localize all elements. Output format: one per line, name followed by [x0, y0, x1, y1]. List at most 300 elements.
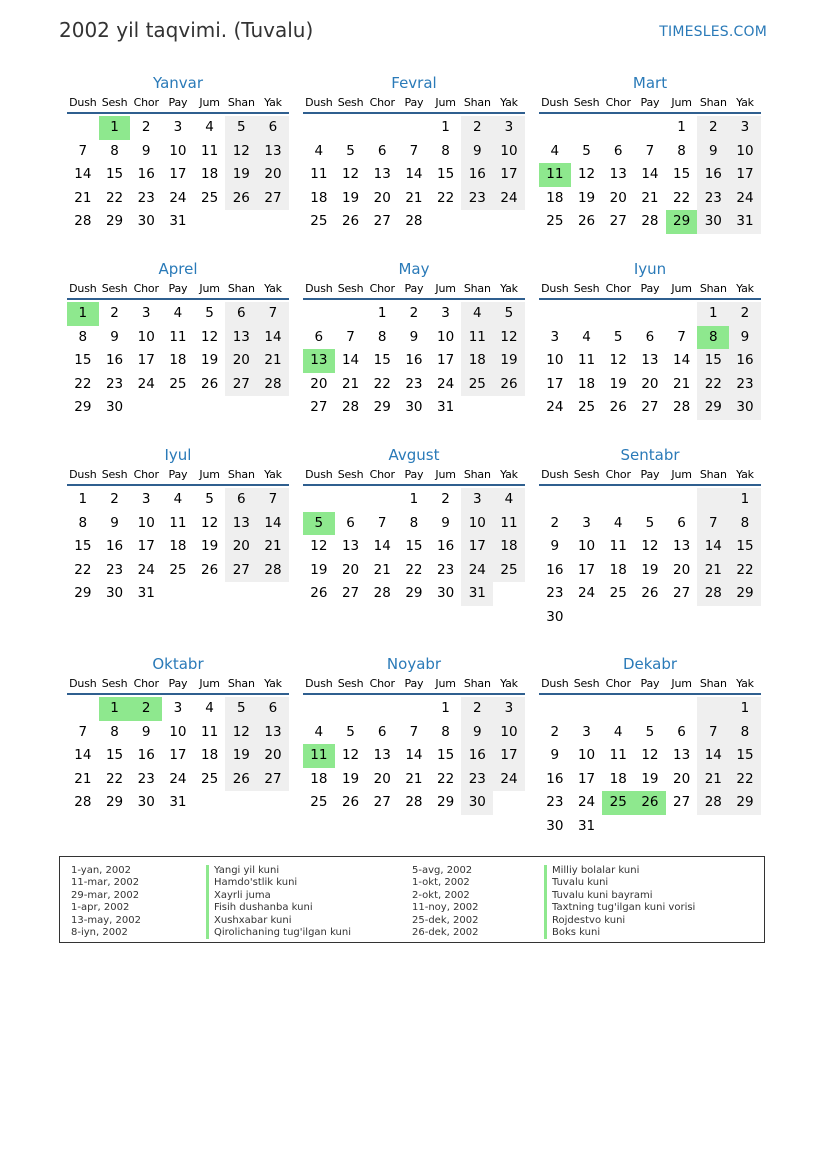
day-cell: 26	[225, 187, 257, 211]
day-cell: 15	[74, 352, 92, 369]
day-cell: 6	[677, 514, 686, 531]
day-cell: 22	[437, 770, 455, 787]
day-cell: 7	[697, 512, 729, 536]
day-cell: 26	[577, 213, 596, 230]
day-cell: 14	[405, 166, 423, 183]
day-cell: 17	[137, 538, 155, 555]
day-cell: 31	[169, 213, 187, 230]
day-cell: 31	[729, 210, 761, 234]
weekday-header	[67, 280, 289, 300]
day-cell: 4	[493, 488, 525, 512]
month-name: May	[398, 260, 430, 278]
day-cell: 28	[74, 213, 92, 230]
day-cell: 19	[577, 189, 596, 206]
day-cell: 26	[201, 375, 219, 392]
day-cell: 28	[641, 213, 659, 230]
day-cell: 17	[577, 770, 596, 787]
day-cell: 21	[673, 375, 691, 392]
day-cell: 17	[169, 166, 187, 183]
day-cell: 22	[729, 559, 761, 583]
day-cell: 15	[729, 744, 761, 768]
holiday-day-cell: 5	[303, 512, 335, 536]
weekday-label: Chor	[605, 468, 631, 481]
empty-day-cell	[366, 697, 398, 721]
day-cell: 20	[310, 375, 328, 392]
day-cell: 6	[225, 302, 257, 326]
day-cell: 9	[141, 723, 151, 740]
day-cell: 7	[346, 328, 355, 345]
day-cell: 2	[697, 116, 729, 140]
empty-day-cell	[697, 488, 729, 512]
day-cell: 3	[141, 305, 151, 321]
day-cell: 8	[377, 328, 387, 345]
day-cell: 30	[137, 213, 155, 230]
legend-date: 1-yan, 2002	[71, 865, 131, 876]
brand-link[interactable]: TIMESLES.COM	[659, 24, 767, 40]
legend-date: 11-noy, 2002	[412, 902, 479, 914]
day-grid	[67, 116, 289, 234]
day-cell: 13	[257, 140, 289, 164]
day-cell: 23	[546, 585, 564, 602]
holiday-day-cell: 13	[303, 349, 335, 373]
day-cell: 28	[74, 794, 92, 811]
day-cell: 6	[346, 514, 355, 531]
weekday-label: Yak	[500, 677, 518, 690]
day-cell: 9	[729, 326, 761, 350]
weekday-label: Shan	[227, 677, 255, 690]
legend-date: 8-iyn, 2002	[71, 927, 128, 939]
day-cell: 30	[105, 399, 124, 416]
day-cell: 2	[729, 302, 761, 326]
day-cell: 21	[641, 189, 659, 206]
day-cell: 5	[645, 514, 655, 531]
weekday-label: Chor	[369, 677, 395, 690]
day-cell: 21	[74, 770, 92, 787]
day-cell: 9	[441, 514, 450, 531]
empty-day-cell	[602, 116, 634, 140]
empty-day-cell	[335, 488, 367, 512]
day-cell: 11	[609, 538, 627, 555]
legend-date: 25-dek, 2002	[412, 914, 479, 926]
day-cell: 28	[697, 582, 729, 606]
day-cell: 16	[405, 352, 423, 369]
day-cell: 29	[729, 791, 761, 815]
day-cell: 15	[373, 352, 391, 369]
day-cell: 10	[729, 140, 761, 164]
empty-day-cell	[634, 697, 666, 721]
weekday-label: Chor	[605, 282, 631, 295]
month-name: Oktabr	[152, 655, 204, 673]
day-cell: 25	[493, 559, 525, 583]
day-cell: 20	[225, 535, 257, 559]
day-cell: 2	[409, 305, 419, 321]
weekday-label: Sesh	[101, 468, 128, 481]
weekday-label: Shan	[463, 468, 491, 481]
holiday-day-cell: 1	[99, 116, 131, 140]
day-cell: 27	[641, 399, 659, 416]
weekday-label: Jum	[199, 96, 220, 109]
day-cell: 30	[137, 794, 155, 811]
day-cell: 1	[677, 119, 686, 135]
day-cell: 24	[461, 559, 493, 583]
month-name: Sentabr	[620, 446, 680, 464]
weekday-label: Chor	[605, 96, 631, 109]
day-cell: 29	[405, 585, 423, 602]
day-cell: 7	[697, 721, 729, 745]
month-name: Yanvar	[152, 74, 204, 92]
day-cell: 24	[169, 189, 187, 206]
day-cell: 16	[697, 163, 729, 187]
month-name: Iyul	[164, 446, 192, 464]
weekday-label: Pay	[640, 468, 660, 481]
day-cell: 2	[461, 697, 493, 721]
legend-date: 1-apr, 2002	[71, 902, 130, 914]
day-cell: 4	[613, 723, 623, 740]
day-cell: 18	[201, 166, 219, 183]
weekday-label: Shan	[699, 96, 727, 109]
empty-day-cell	[366, 488, 398, 512]
day-cell: 14	[697, 535, 729, 559]
day-cell: 3	[173, 119, 183, 135]
empty-day-cell	[539, 697, 571, 721]
weekday-label: Yak	[736, 282, 754, 295]
day-cell: 22	[74, 561, 92, 578]
day-cell: 4	[582, 328, 591, 345]
day-cell: 29	[105, 213, 124, 230]
day-cell: 6	[377, 723, 387, 740]
empty-day-cell	[697, 697, 729, 721]
day-cell: 27	[225, 373, 257, 397]
day-cell: 7	[409, 723, 419, 740]
weekday-label: Chor	[133, 677, 159, 690]
legend-holiday-name: Qirolichaning tug'ilgan kuni	[206, 927, 351, 939]
day-cell: 27	[341, 585, 360, 602]
weekday-header	[539, 280, 761, 300]
weekday-label: Sesh	[101, 282, 128, 295]
day-cell: 3	[729, 116, 761, 140]
day-cell: 13	[609, 166, 627, 183]
day-cell: 30	[405, 399, 423, 416]
empty-day-cell	[335, 697, 367, 721]
day-cell: 23	[461, 187, 493, 211]
day-cell: 1	[78, 491, 88, 507]
empty-day-cell	[666, 302, 698, 326]
legend-date: 5-avg, 2002	[412, 865, 473, 876]
day-cell: 23	[437, 561, 455, 578]
day-cell: 3	[493, 697, 525, 721]
day-cell: 4	[205, 119, 214, 135]
weekday-label: Yak	[736, 677, 754, 690]
day-cell: 7	[377, 514, 387, 531]
day-cell: 5	[346, 723, 355, 740]
day-cell: 19	[641, 770, 659, 787]
weekday-label: Sesh	[573, 468, 600, 481]
day-cell: 5	[346, 142, 355, 159]
weekday-label: Pay	[404, 468, 424, 481]
day-cell: 10	[437, 328, 455, 345]
day-cell: 23	[137, 770, 155, 787]
weekday-header	[67, 675, 289, 695]
day-cell: 25	[169, 561, 187, 578]
weekday-label: Dush	[69, 468, 97, 481]
day-cell: 9	[461, 140, 493, 164]
empty-day-cell	[539, 116, 571, 140]
weekday-label: Pay	[404, 282, 424, 295]
day-cell: 22	[105, 189, 124, 206]
day-grid	[67, 697, 289, 815]
holiday-day-cell: 26	[634, 791, 666, 815]
weekday-label: Chor	[133, 468, 159, 481]
holiday-day-cell: 2	[130, 697, 162, 721]
day-cell: 18	[493, 535, 525, 559]
legend-holiday-name: Taxtning tug'ilgan kuni vorisi	[544, 902, 695, 914]
day-cell: 21	[373, 561, 391, 578]
day-cell: 15	[105, 166, 124, 183]
day-cell: 22	[697, 373, 729, 397]
day-cell: 9	[697, 140, 729, 164]
weekday-label: Chor	[605, 677, 631, 690]
day-cell: 31	[437, 399, 455, 416]
day-cell: 28	[405, 213, 423, 230]
day-cell: 20	[257, 163, 289, 187]
weekday-label: Yak	[264, 96, 282, 109]
day-cell: 2	[110, 305, 119, 321]
day-cell: 11	[461, 326, 493, 350]
day-cell: 5	[205, 305, 214, 321]
holiday-day-cell: 11	[303, 744, 335, 768]
day-cell: 1	[441, 119, 450, 135]
day-cell: 15	[405, 538, 423, 555]
day-cell: 7	[78, 723, 88, 740]
page-title: 2002 yil taqvimi. (Tuvalu)	[59, 18, 314, 42]
day-cell: 13	[373, 747, 391, 764]
day-cell: 28	[405, 794, 423, 811]
day-cell: 14	[257, 512, 289, 536]
weekday-header	[539, 675, 761, 695]
day-cell: 20	[673, 561, 691, 578]
day-cell: 10	[137, 328, 155, 345]
day-cell: 13	[673, 747, 691, 764]
empty-day-cell	[634, 302, 666, 326]
weekday-label: Jum	[671, 282, 692, 295]
day-cell: 20	[373, 189, 391, 206]
day-cell: 12	[493, 326, 525, 350]
day-cell: 22	[673, 189, 691, 206]
day-cell: 23	[105, 375, 124, 392]
day-cell: 18	[169, 352, 187, 369]
day-cell: 9	[110, 328, 119, 345]
weekday-label: Shan	[699, 677, 727, 690]
weekday-label: Jum	[435, 677, 456, 690]
weekday-label: Jum	[671, 96, 692, 109]
empty-day-cell	[666, 488, 698, 512]
weekday-header	[67, 94, 289, 114]
day-cell: 14	[405, 747, 423, 764]
weekday-label: Dush	[69, 282, 97, 295]
day-cell: 23	[137, 189, 155, 206]
day-cell: 20	[341, 561, 360, 578]
day-cell: 26	[609, 399, 627, 416]
day-cell: 14	[373, 538, 391, 555]
weekday-label: Chor	[133, 282, 159, 295]
day-cell: 9	[409, 328, 419, 345]
day-cell: 25	[609, 585, 627, 602]
day-grid	[539, 488, 761, 630]
day-cell: 24	[169, 770, 187, 787]
weekday-header	[303, 466, 525, 486]
weekday-header	[67, 466, 289, 486]
empty-day-cell	[303, 488, 335, 512]
legend-date: 11-mar, 2002	[71, 877, 140, 889]
day-cell: 16	[461, 163, 493, 187]
weekday-label: Yak	[264, 282, 282, 295]
weekday-label: Shan	[227, 282, 255, 295]
day-cell: 1	[729, 697, 761, 721]
day-cell: 21	[697, 768, 729, 792]
day-cell: 15	[105, 747, 124, 764]
day-cell: 16	[546, 561, 564, 578]
day-cell: 16	[105, 352, 124, 369]
day-cell: 30	[729, 396, 761, 420]
day-cell: 30	[105, 585, 124, 602]
day-cell: 23	[546, 794, 564, 811]
day-cell: 5	[613, 328, 623, 345]
day-cell: 30	[546, 608, 564, 625]
day-cell: 25	[310, 794, 328, 811]
day-cell: 22	[373, 375, 391, 392]
weekday-label: Yak	[736, 468, 754, 481]
day-cell: 18	[609, 561, 627, 578]
weekday-label: Yak	[264, 468, 282, 481]
day-cell: 6	[314, 328, 324, 345]
day-cell: 11	[169, 514, 187, 531]
weekday-label: Dush	[541, 677, 569, 690]
day-cell: 20	[257, 744, 289, 768]
day-cell: 3	[582, 514, 591, 531]
weekday-label: Sesh	[573, 96, 600, 109]
weekday-label: Dush	[305, 677, 333, 690]
legend-holiday-name: Rojdestvo kuni	[544, 915, 695, 927]
empty-day-cell	[398, 116, 430, 140]
day-cell: 9	[461, 721, 493, 745]
month-mart	[539, 72, 761, 234]
day-cell: 19	[201, 352, 219, 369]
weekday-header	[303, 280, 525, 300]
legend-date: 29-mar, 2002	[71, 889, 140, 901]
day-cell: 7	[78, 142, 88, 159]
weekday-label: Dush	[541, 282, 569, 295]
day-cell: 5	[582, 142, 591, 159]
day-cell: 16	[546, 770, 564, 787]
day-cell: 6	[257, 116, 289, 140]
day-cell: 10	[577, 747, 596, 764]
day-cell: 5	[225, 697, 257, 721]
day-cell: 2	[461, 116, 493, 140]
legend-holiday-name: Xushxabar kuni	[206, 915, 351, 927]
day-cell: 27	[310, 399, 328, 416]
holiday-day-cell: 25	[602, 791, 634, 815]
day-cell: 15	[437, 747, 455, 764]
day-cell: 11	[310, 166, 328, 183]
day-grid	[539, 302, 761, 420]
day-grid	[303, 697, 525, 815]
day-cell: 19	[641, 561, 659, 578]
day-cell: 26	[225, 768, 257, 792]
day-cell: 13	[673, 538, 691, 555]
day-cell: 14	[257, 326, 289, 350]
day-cell: 10	[169, 723, 187, 740]
empty-day-cell	[303, 697, 335, 721]
day-cell: 5	[225, 116, 257, 140]
day-cell: 16	[437, 538, 455, 555]
day-cell: 3	[493, 116, 525, 140]
day-cell: 26	[341, 213, 360, 230]
day-cell: 6	[613, 142, 623, 159]
weekday-label: Chor	[369, 282, 395, 295]
day-cell: 2	[141, 119, 151, 135]
day-cell: 12	[341, 166, 360, 183]
day-cell: 11	[201, 723, 219, 740]
day-cell: 22	[437, 189, 455, 206]
day-cell: 24	[493, 768, 525, 792]
day-cell: 23	[105, 561, 124, 578]
day-cell: 26	[341, 794, 360, 811]
day-cell: 30	[461, 791, 493, 815]
day-cell: 12	[609, 352, 627, 369]
day-cell: 31	[169, 794, 187, 811]
empty-day-cell	[571, 488, 603, 512]
day-cell: 6	[257, 697, 289, 721]
day-cell: 12	[225, 140, 257, 164]
day-cell: 10	[137, 514, 155, 531]
weekday-label: Jum	[199, 468, 220, 481]
day-cell: 25	[169, 375, 187, 392]
day-cell: 8	[110, 142, 119, 159]
weekday-label: Shan	[227, 96, 255, 109]
month-name: Iyun	[633, 260, 667, 278]
day-cell: 7	[677, 328, 686, 345]
day-cell: 20	[673, 770, 691, 787]
legend-names-col1	[206, 865, 351, 939]
empty-day-cell	[303, 116, 335, 140]
day-cell: 6	[677, 723, 686, 740]
weekday-header	[303, 675, 525, 695]
day-cell: 4	[613, 514, 623, 531]
day-cell: 18	[169, 538, 187, 555]
day-cell: 13	[641, 352, 659, 369]
day-grid	[67, 488, 289, 606]
day-cell: 10	[493, 140, 525, 164]
day-cell: 6	[225, 488, 257, 512]
day-cell: 22	[74, 375, 92, 392]
day-cell: 11	[169, 328, 187, 345]
day-cell: 4	[314, 142, 324, 159]
day-cell: 25	[577, 399, 596, 416]
weekday-label: Shan	[699, 468, 727, 481]
day-cell: 9	[141, 142, 151, 159]
weekday-label: Shan	[463, 677, 491, 690]
day-cell: 11	[493, 512, 525, 536]
day-cell: 17	[493, 744, 525, 768]
day-cell: 21	[697, 559, 729, 583]
day-cell: 13	[341, 538, 360, 555]
day-cell: 24	[137, 561, 155, 578]
day-cell: 2	[550, 723, 560, 740]
day-cell: 16	[105, 538, 124, 555]
day-cell: 9	[110, 514, 119, 531]
day-cell: 7	[257, 302, 289, 326]
day-cell: 22	[405, 561, 423, 578]
